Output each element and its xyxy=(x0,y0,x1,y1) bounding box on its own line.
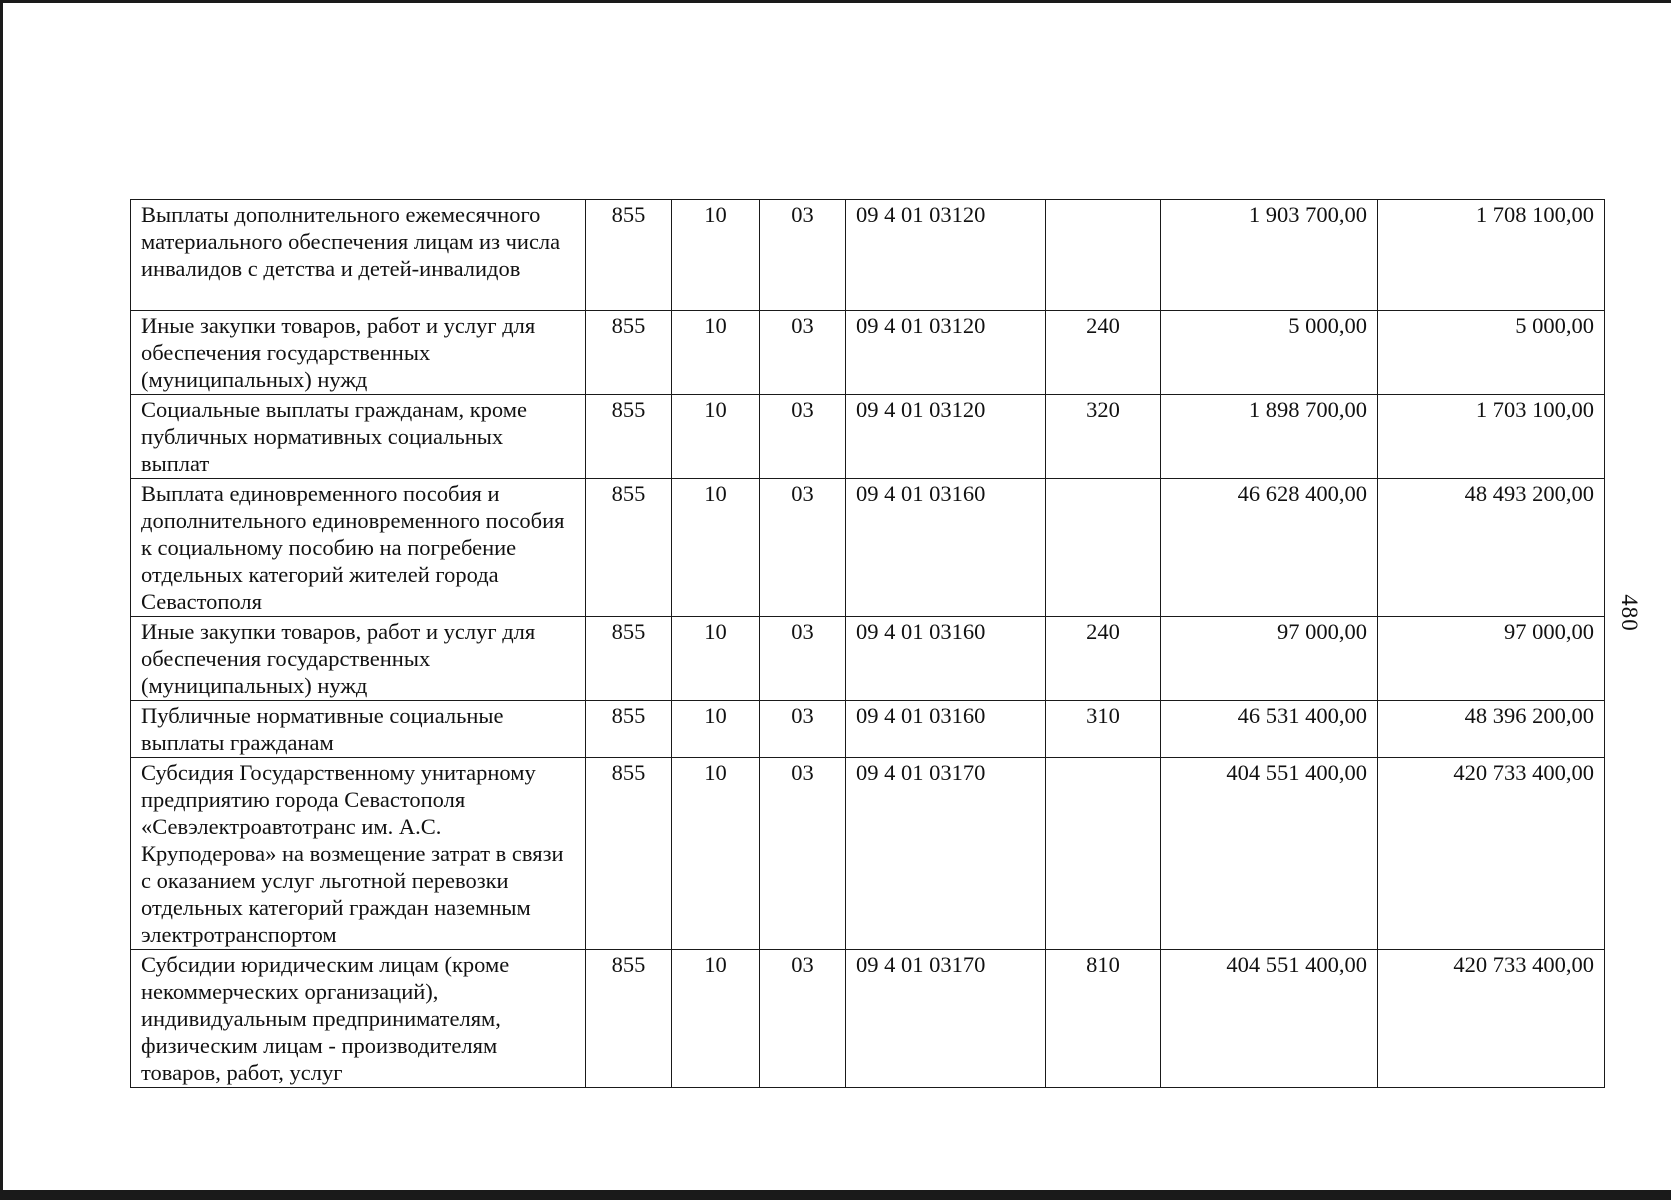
row-csr: 09 4 01 03170 xyxy=(846,758,1046,950)
row-sum-2: 420 733 400,00 xyxy=(1378,950,1605,1088)
row-name: Публичные нормативные социальные выплаты гражданам xyxy=(131,701,586,758)
row-name: Иные закупки товаров, работ и услуг для обеспечения государственных (муниципальных) нужд xyxy=(131,311,586,395)
row-sum-2: 420 733 400,00 xyxy=(1378,758,1605,950)
scan-border-left xyxy=(0,0,3,1200)
row-pr: 03 xyxy=(760,950,846,1088)
row-rz: 10 xyxy=(672,311,760,395)
row-pr: 03 xyxy=(760,479,846,617)
row-vr: 240 xyxy=(1046,311,1161,395)
table-body xyxy=(131,200,1605,1088)
row-rz: 10 xyxy=(672,950,760,1088)
row-sum-2: 1 703 100,00 xyxy=(1378,395,1605,479)
row-rz: 10 xyxy=(672,395,760,479)
row-pr: 03 xyxy=(760,617,846,701)
row-vr: 320 xyxy=(1046,395,1161,479)
table-row xyxy=(131,395,1605,479)
row-sum-1: 1 903 700,00 xyxy=(1161,200,1378,311)
row-sum-1: 1 898 700,00 xyxy=(1161,395,1378,479)
row-name: Социальные выплаты гражданам, кроме публичных нормативных социальных выплат xyxy=(131,395,586,479)
row-name: Иные закупки товаров, работ и услуг для обеспечения государственных (муниципальных) нужд xyxy=(131,617,586,701)
row-ved: 855 xyxy=(586,479,672,617)
row-sum-2: 5 000,00 xyxy=(1378,311,1605,395)
table-row xyxy=(131,200,1605,311)
row-ved: 855 xyxy=(586,950,672,1088)
row-ved: 855 xyxy=(586,701,672,758)
table-row xyxy=(131,311,1605,395)
budget-table xyxy=(130,199,1605,1088)
row-ved: 855 xyxy=(586,200,672,311)
row-pr: 03 xyxy=(760,200,846,311)
row-sum-1: 5 000,00 xyxy=(1161,311,1378,395)
row-pr: 03 xyxy=(760,311,846,395)
row-sum-2: 48 396 200,00 xyxy=(1378,701,1605,758)
row-ved: 855 xyxy=(586,311,672,395)
row-csr: 09 4 01 03160 xyxy=(846,701,1046,758)
row-pr: 03 xyxy=(760,395,846,479)
row-name: Выплаты дополнительного ежемесячного материального обеспечения лицам из числа инвалидов с детства и детей-инвалидов xyxy=(131,200,586,311)
row-csr: 09 4 01 03120 xyxy=(846,200,1046,311)
row-rz: 10 xyxy=(672,617,760,701)
row-ved: 855 xyxy=(586,617,672,701)
scan-border-top xyxy=(0,0,1671,3)
table-row xyxy=(131,950,1605,1088)
row-csr: 09 4 01 03170 xyxy=(846,950,1046,1088)
row-vr xyxy=(1046,200,1161,311)
row-rz: 10 xyxy=(672,758,760,950)
row-csr: 09 4 01 03120 xyxy=(846,395,1046,479)
scan-border-bottom xyxy=(0,1190,1671,1200)
row-sum-1: 404 551 400,00 xyxy=(1161,950,1378,1088)
page-number: 480 xyxy=(1616,594,1642,632)
row-pr: 03 xyxy=(760,701,846,758)
row-ved: 855 xyxy=(586,395,672,479)
row-sum-1: 97 000,00 xyxy=(1161,617,1378,701)
row-rz: 10 xyxy=(672,701,760,758)
row-pr: 03 xyxy=(760,758,846,950)
row-name: Субсидии юридическим лицам (кроме некоммерческих организаций), индивидуальным предпринимателям, физическим лицам - производителям товаров, работ, услуг xyxy=(131,950,586,1088)
table-row xyxy=(131,701,1605,758)
table-row xyxy=(131,617,1605,701)
row-csr: 09 4 01 03160 xyxy=(846,479,1046,617)
row-sum-1: 46 531 400,00 xyxy=(1161,701,1378,758)
row-sum-1: 404 551 400,00 xyxy=(1161,758,1378,950)
row-sum-2: 1 708 100,00 xyxy=(1378,200,1605,311)
row-ved: 855 xyxy=(586,758,672,950)
row-vr: 810 xyxy=(1046,950,1161,1088)
row-vr: 310 xyxy=(1046,701,1161,758)
row-sum-1: 46 628 400,00 xyxy=(1161,479,1378,617)
table-row xyxy=(131,479,1605,617)
row-vr: 240 xyxy=(1046,617,1161,701)
row-vr xyxy=(1046,758,1161,950)
row-vr xyxy=(1046,479,1161,617)
row-sum-2: 48 493 200,00 xyxy=(1378,479,1605,617)
row-sum-2: 97 000,00 xyxy=(1378,617,1605,701)
row-csr: 09 4 01 03160 xyxy=(846,617,1046,701)
row-csr: 09 4 01 03120 xyxy=(846,311,1046,395)
row-rz: 10 xyxy=(672,479,760,617)
row-name: Субсидия Государственному унитарному предприятию города Севастополя «Севэлектроавтотранс им. А.С. Круподерова» на возмещение затрат в связи с оказанием услуг льготной перевозки отдельных категорий граждан наземным электротранспортом xyxy=(131,758,586,950)
table-row xyxy=(131,758,1605,950)
row-rz: 10 xyxy=(672,200,760,311)
row-name: Выплата единовременного пособия и дополнительного единовременного пособия к социальному пособию на погребение отдельных категорий жителей города Севастополя xyxy=(131,479,586,617)
